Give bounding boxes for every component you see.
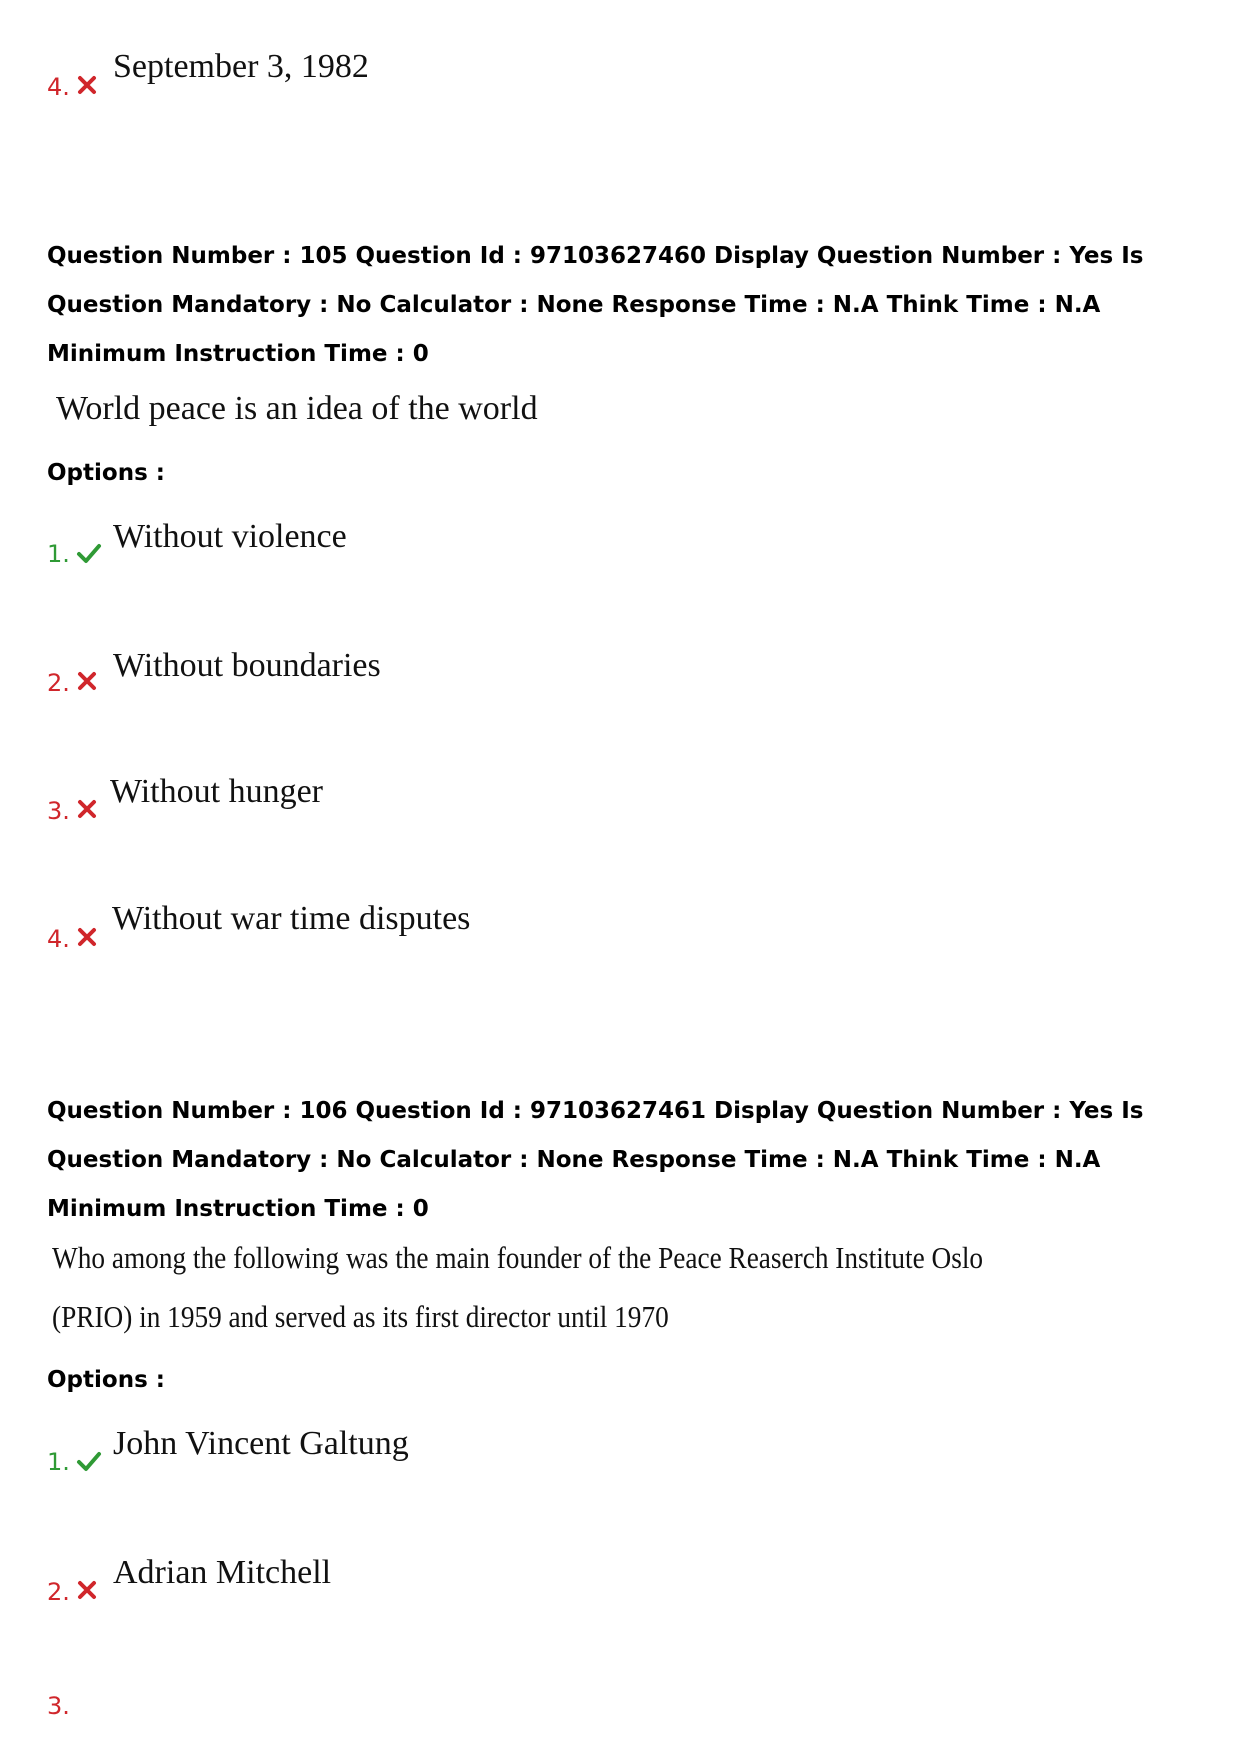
cross-icon [76,926,98,948]
option-text: Without boundaries [113,647,381,684]
option-number: 4. [47,925,70,953]
cross-icon [76,74,98,96]
cross-icon [76,1579,98,1601]
option-number: 1. [47,540,70,568]
option-text: Without violence [113,518,347,555]
option-number: 3. [47,1692,70,1720]
option-number: 1. [47,1448,70,1476]
option-number: 4. [47,73,70,101]
question-meta: Question Number : 106 Question Id : 97103627461 Display Question Number : Yes Is Question Mandatory : No Calculator : None Response Time : N.A Think Time : N.A Minimum Instruction Time : 0 [47,1098,1144,1222]
option-number: 3. [47,797,70,825]
option-text: Without hunger [110,773,323,810]
question-text-line-2: (PRIO) in 1959 and served as its first director until 1970 [52,1299,669,1334]
option-text: Without war time disputes [112,900,471,937]
option-text: September 3, 1982 [113,48,369,85]
question-meta: Question Number : 105 Question Id : 97103627460 Display Question Number : Yes Is Question Mandatory : No Calculator : None Response Time : N.A Think Time : N.A Minimum Instruction Time : 0 [47,243,1144,367]
cross-icon [76,670,98,692]
option-number: 2. [47,1578,70,1606]
check-icon [76,542,102,564]
option-number: 2. [47,669,70,697]
check-icon [76,1450,102,1472]
question-text-line-1: Who among the following was the main founder of the Peace Reaserch Institute Oslo [52,1240,984,1275]
option-text: John Vincent Galtung [113,1425,409,1462]
cross-icon [76,798,98,820]
options-label: Options : [47,460,165,486]
option-text: Adrian Mitchell [113,1554,332,1591]
question-text: World peace is an idea of the world [56,390,538,427]
options-label: Options : [47,1367,165,1393]
